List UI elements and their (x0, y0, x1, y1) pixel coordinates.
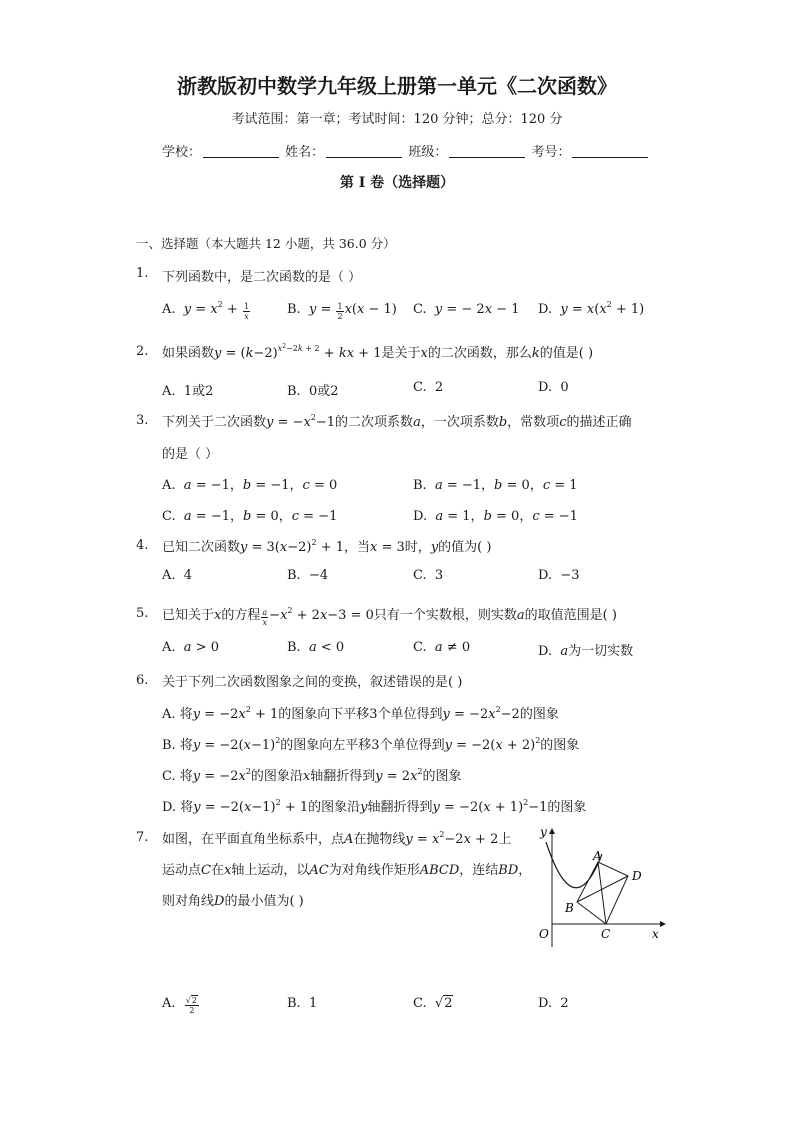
q1-option-c[interactable]: C. y = − 2x − 1 (413, 302, 520, 317)
q4-option-d[interactable]: D. −3 (538, 568, 580, 583)
q7-option-a[interactable]: A. $\frac{√2}{2}$ (162, 996, 197, 1015)
exam-info: 考试范围：第一章；考试时间：120 分钟；总分：120 分 (231, 112, 563, 127)
axis-x-label: x (652, 927, 659, 941)
q2-option-d[interactable]: D. 0 (538, 380, 569, 395)
q1-option-d[interactable]: D. $y = x(x^2 + 1)$ (538, 300, 645, 317)
q5-stem: 已知关于x的方程 $\frac{a}{x}$ $-x^2 + 2x-3 = 0$只有一个实数根，则实数a的取值范围是( ) (162, 606, 617, 627)
school-blank[interactable] (203, 145, 279, 158)
q7-figure (530, 822, 670, 947)
point-b-label: B (565, 901, 574, 915)
q6-option-c[interactable]: C. 将$y = -2x^2$的图象沿x轴翻折得到$y = 2x^2$的图象 (162, 767, 462, 784)
q4-option-a[interactable]: A. 4 (162, 568, 193, 583)
exam-no-blank[interactable] (572, 145, 648, 158)
q2-option-a[interactable]: A. 1或2 (162, 384, 214, 399)
page-title: 浙教版初中数学九年级上册第一单元《二次函数》 (177, 74, 617, 98)
diagonal-ac (598, 862, 606, 924)
q1-option-a[interactable]: A. $y = x^2$ + $\frac{1}{x}$ (162, 300, 250, 321)
class-blank[interactable] (449, 145, 525, 158)
q6-number: 6. (136, 673, 149, 688)
point-a-label: A (593, 849, 602, 863)
q4-option-b[interactable]: B. −4 (287, 568, 329, 583)
q1-number: 1. (136, 266, 149, 281)
y-axis-arrow-icon (549, 828, 555, 834)
q5-option-a[interactable]: A. a > 0 (162, 640, 219, 655)
q3-stem-line2: 的是（ ） (162, 447, 219, 462)
x-axis-arrow-icon (660, 921, 666, 927)
field-school-label: 学校： (162, 145, 202, 160)
field-class-label: 班级： (408, 145, 448, 160)
q7-option-c[interactable]: C. √2 (413, 996, 453, 1011)
q5-option-b[interactable]: B. a < 0 (287, 640, 345, 655)
q3-option-d[interactable]: D. a = 1，b = 0，c = −1 (413, 509, 578, 524)
q5-number: 5. (136, 606, 149, 621)
q3-option-b[interactable]: B. a = −1，b = 0，c = 1 (413, 478, 578, 493)
q3-option-a[interactable]: A. a = −1，b = −1，c = 0 (162, 478, 338, 493)
field-exam-no-label: 考号： (531, 145, 571, 160)
q7-stem-line3: 则对角线D的最小值为( ) (162, 894, 304, 909)
q2-option-c[interactable]: C. 2 (413, 380, 444, 395)
field-name-label: 姓名： (285, 145, 325, 160)
q6-stem: 关于下列二次函数图象之间的变换，叙述错误的是( ) (162, 675, 463, 690)
q7-number: 7. (136, 830, 149, 845)
q6-option-b[interactable]: B. 将$y = -2(x-1)^2$的图象向左平移3个单位得到$y = -2(x + 2)^2$的图象 (162, 736, 580, 753)
q7-stem: 如图，在平面直角坐标系中，点A在抛物线$y = x^2-2x + 2$上 (162, 830, 512, 847)
point-d-label: D (632, 869, 642, 883)
q3-number: 3. (136, 413, 149, 428)
q5-option-c[interactable]: C. a ≠ 0 (413, 640, 471, 655)
volume-heading: 第 I 卷（选择题） (339, 175, 455, 191)
student-fields (162, 141, 650, 160)
q4-option-c[interactable]: C. 3 (413, 568, 444, 583)
q2-number: 2. (136, 344, 149, 359)
q1-option-b[interactable]: B. y = $\frac{1}{2}$ x(x − 1) (287, 302, 397, 321)
q1-stem: 下列函数中，是二次函数的是（ ） (162, 270, 362, 285)
point-c-label: C (601, 927, 611, 941)
q2-stem: 如果函数$y = (k-2)^{x^2-2k + 2}$ + kx + 1是关于x的二次函数，那么k的值是( ) (162, 343, 594, 361)
origin-label: O (539, 927, 549, 941)
section-heading: 一、选择题（本大题共 12 小题，共 36.0 分） (136, 236, 396, 251)
q4-number: 4. (136, 538, 149, 553)
q6-option-d[interactable]: D. 将$y = -2(x-1)^2 + 1$的图象沿y轴翻折得到$y = -2(x + 1)^2-1$的图象 (162, 798, 587, 815)
axis-y-label: y (540, 825, 547, 839)
q7-stem-line2: 运动点C在x轴上运动，以AC为对角线作矩形ABCD，连结BD， (162, 863, 532, 878)
q4-stem: 已知二次函数$y = 3(x-2)^2 + 1$，当x = 3时，y的值为( ) (162, 538, 492, 555)
q3-stem: 下列关于二次函数$y = -x^2-1$的二次项系数a，一次项系数b，常数项c的描述正确 (162, 413, 632, 430)
q3-option-c[interactable]: C. a = −1，b = 0，c = −1 (162, 509, 338, 524)
q6-option-a[interactable]: A. 将$y = -2x^2 + 1$的图象向下平移3个单位得到$y = -2x^2-2$的图象 (162, 705, 559, 722)
name-blank[interactable] (326, 145, 402, 158)
q2-option-b[interactable]: B. 0或2 (287, 384, 339, 399)
q5-option-d[interactable]: D. a为一切实数 (538, 644, 634, 659)
q7-option-b[interactable]: B. 1 (287, 996, 318, 1011)
q7-option-d[interactable]: D. 2 (538, 996, 569, 1011)
